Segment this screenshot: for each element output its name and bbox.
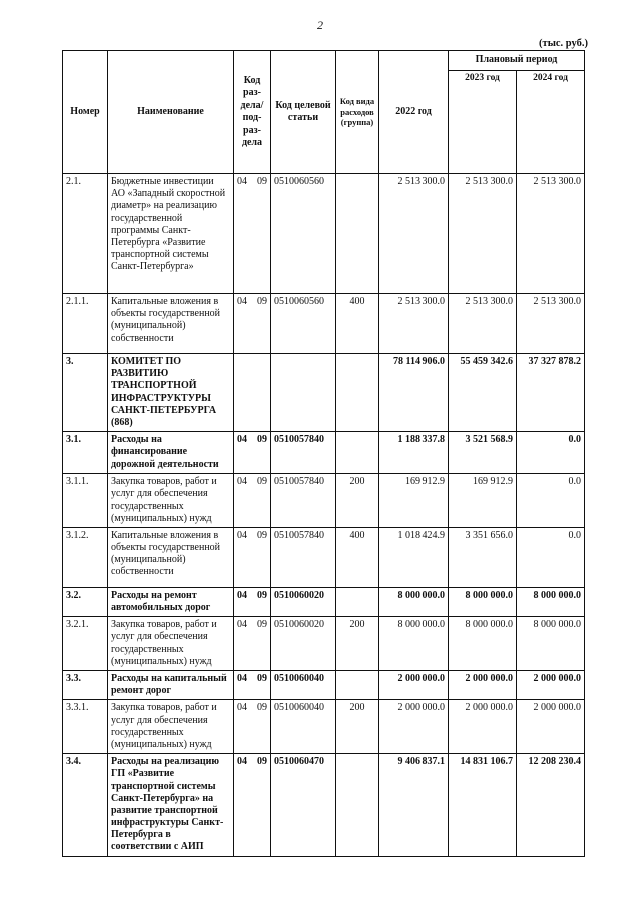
row-value-2024: 2 513 300.0	[517, 294, 585, 354]
row-number: 3.	[63, 354, 108, 432]
row-value-2023: 3 521 568.9	[449, 432, 517, 474]
row-value-2024: 37 327 878.2	[517, 354, 585, 432]
row-value-2024: 8 000 000.0	[517, 587, 585, 616]
row-value-2023: 8 000 000.0	[449, 587, 517, 616]
row-section-code	[234, 700, 271, 754]
row-number: 3.4.	[63, 754, 108, 857]
row-section-code	[234, 294, 271, 354]
row-section-code	[234, 432, 271, 474]
subsection-code: 09	[257, 434, 267, 446]
row-section-code	[234, 527, 271, 587]
row-value-2023: 3 351 656.0	[449, 527, 517, 587]
row-name: Расходы на реализацию ГП «Развитие транспортной системы Санкт-Петербурга» на развитие транспортной инфраструктуры Санкт-Петербурга в соответствии с АИП	[108, 754, 234, 857]
row-value-2024: 0.0	[517, 527, 585, 587]
row-number: 3.3.	[63, 671, 108, 700]
row-value-2022: 8 000 000.0	[379, 587, 449, 616]
row-value-2023: 169 912.9	[449, 474, 517, 528]
table-row	[63, 587, 585, 616]
row-value-2024: 2 513 300.0	[517, 174, 585, 294]
row-value-2022: 2 513 300.0	[379, 174, 449, 294]
row-name: Закупка товаров, работ и услуг для обеспечения государственных (муниципальных) нужд	[108, 474, 234, 528]
row-number: 2.1.1.	[63, 294, 108, 354]
section-code: 04	[237, 619, 247, 631]
row-expense-type	[336, 587, 379, 616]
row-target-code: 0510057840	[271, 432, 336, 474]
row-target-code: 0510060040	[271, 671, 336, 700]
table-row	[63, 474, 585, 528]
row-value-2022: 8 000 000.0	[379, 617, 449, 671]
row-value-2022: 9 406 837.1	[379, 754, 449, 857]
header-section-code: Код раз-дела/ под-раз-дела	[234, 51, 271, 174]
row-value-2023: 8 000 000.0	[449, 617, 517, 671]
header-name: Наименование	[108, 51, 234, 174]
row-name: Закупка товаров, работ и услуг для обеспечения государственных (муниципальных) нужд	[108, 700, 234, 754]
row-value-2022: 1 018 424.9	[379, 527, 449, 587]
row-expense-type: 200	[336, 700, 379, 754]
table-row	[63, 754, 585, 857]
subsection-code: 09	[257, 476, 267, 488]
section-code: 04	[237, 529, 247, 541]
row-name: Закупка товаров, работ и услуг для обеспечения государственных (муниципальных) нужд	[108, 617, 234, 671]
header-year-2024: 2024 год	[517, 71, 585, 174]
row-section-code	[234, 474, 271, 528]
subsection-code: 09	[257, 176, 267, 187]
units-label: (тыс. руб.)	[539, 38, 588, 49]
table-row	[63, 617, 585, 671]
budget-table	[62, 50, 585, 857]
row-value-2023: 2 513 300.0	[449, 174, 517, 294]
table-row	[63, 174, 585, 294]
row-name: Бюджетные инвестиции АО «Западный скоростной диаметр» на реализацию государственной программы Санкт-Петербурга «Развитие транспортной системы Санкт-Петербурга»	[108, 174, 234, 294]
row-expense-type	[336, 354, 379, 432]
row-value-2024: 0.0	[517, 432, 585, 474]
section-code: 04	[237, 476, 247, 488]
row-value-2024: 2 000 000.0	[517, 700, 585, 754]
table-row	[63, 354, 585, 432]
table-row	[63, 527, 585, 587]
row-value-2024: 8 000 000.0	[517, 617, 585, 671]
row-section-code	[234, 754, 271, 857]
row-number: 3.3.1.	[63, 700, 108, 754]
row-value-2023: 2 513 300.0	[449, 294, 517, 354]
row-number: 3.2.	[63, 587, 108, 616]
page-number: 2	[317, 18, 323, 32]
header-target-code: Код целевой статьи	[271, 51, 336, 174]
subsection-code: 09	[257, 702, 267, 714]
subsection-code: 09	[257, 529, 267, 541]
subsection-code: 09	[257, 619, 267, 631]
row-target-code	[271, 354, 336, 432]
section-code: 04	[237, 673, 247, 684]
row-value-2023: 2 000 000.0	[449, 700, 517, 754]
row-section-code	[234, 671, 271, 700]
section-code: 04	[237, 702, 247, 714]
section-code: 04	[237, 176, 247, 187]
row-value-2023: 55 459 342.6	[449, 354, 517, 432]
row-value-2022: 1 188 337.8	[379, 432, 449, 474]
row-target-code: 0510060560	[271, 174, 336, 294]
table-row	[63, 700, 585, 754]
header-expense-type-code: Код вида расходов (группа)	[336, 51, 379, 174]
subsection-code: 09	[257, 673, 267, 684]
row-target-code: 0510060470	[271, 754, 336, 857]
table-row	[63, 294, 585, 354]
row-expense-type	[336, 754, 379, 857]
row-expense-type: 400	[336, 294, 379, 354]
row-number: 3.2.1.	[63, 617, 108, 671]
row-section-code	[234, 354, 271, 432]
row-expense-type	[336, 671, 379, 700]
header-year-2023: 2023 год	[449, 71, 517, 174]
row-value-2024: 2 000 000.0	[517, 671, 585, 700]
row-name: КОМИТЕТ ПО РАЗВИТИЮ ТРАНСПОРТНОЙ ИНФРАСТРУКТУРЫ САНКТ-ПЕТЕРБУРГА (868)	[108, 354, 234, 432]
row-value-2024: 12 208 230.4	[517, 754, 585, 857]
row-expense-type	[336, 174, 379, 294]
row-target-code: 0510057840	[271, 474, 336, 528]
row-number: 2.1.	[63, 174, 108, 294]
row-expense-type	[336, 432, 379, 474]
row-value-2022: 169 912.9	[379, 474, 449, 528]
row-number: 3.1.1.	[63, 474, 108, 528]
section-code: 04	[237, 434, 247, 446]
row-target-code: 0510060040	[271, 700, 336, 754]
row-name: Расходы на ремонт автомобильных дорог	[108, 587, 234, 616]
table-row	[63, 671, 585, 700]
row-value-2023: 2 000 000.0	[449, 671, 517, 700]
row-name: Расходы на капитальный ремонт дорог	[108, 671, 234, 700]
section-code: 04	[237, 756, 247, 768]
row-name: Расходы на финансирование дорожной деятельности	[108, 432, 234, 474]
subsection-code: 09	[257, 296, 267, 307]
row-expense-type: 200	[336, 474, 379, 528]
row-target-code: 0510060020	[271, 617, 336, 671]
row-name: Капитальные вложения в объекты государственной (муниципальной) собственности	[108, 527, 234, 587]
subsection-code: 09	[257, 756, 267, 768]
table-row	[63, 432, 585, 474]
row-target-code: 0510060560	[271, 294, 336, 354]
row-section-code	[234, 587, 271, 616]
row-expense-type: 200	[336, 617, 379, 671]
row-value-2022: 2 513 300.0	[379, 294, 449, 354]
row-section-code	[234, 617, 271, 671]
row-number: 3.1.2.	[63, 527, 108, 587]
header-number: Номер	[63, 51, 108, 174]
row-value-2022: 2 000 000.0	[379, 671, 449, 700]
row-value-2022: 2 000 000.0	[379, 700, 449, 754]
section-code: 04	[237, 296, 247, 307]
header-year-2022: 2022 год	[379, 51, 449, 174]
section-code: 04	[237, 589, 247, 601]
row-section-code	[234, 174, 271, 294]
row-target-code: 0510060020	[271, 587, 336, 616]
row-value-2022: 78 114 906.0	[379, 354, 449, 432]
row-value-2023: 14 831 106.7	[449, 754, 517, 857]
row-name: Капитальные вложения в объекты государственной (муниципальной) собственности	[108, 294, 234, 354]
row-target-code: 0510057840	[271, 527, 336, 587]
row-value-2024: 0.0	[517, 474, 585, 528]
row-number: 3.1.	[63, 432, 108, 474]
subsection-code: 09	[257, 589, 267, 601]
row-expense-type: 400	[336, 527, 379, 587]
header-plan-period: Плановый период	[449, 51, 585, 71]
